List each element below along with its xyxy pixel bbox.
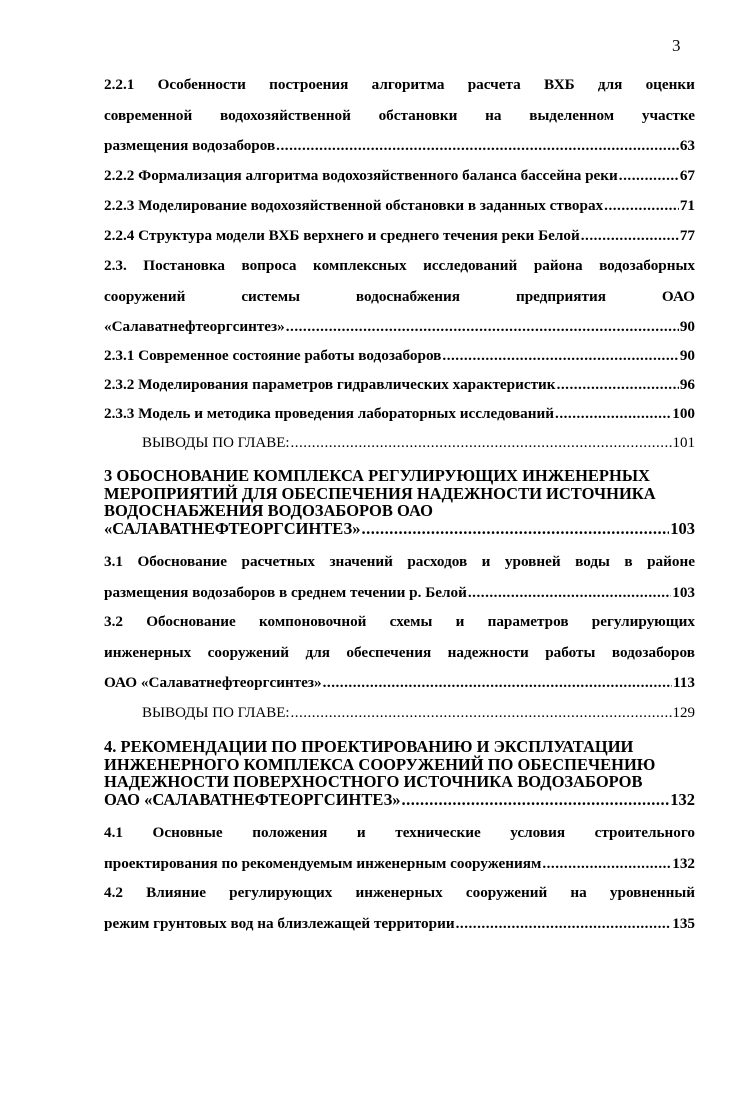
word: технические [395,824,481,841]
toc-page-number: 132 [670,789,695,809]
toc-line [104,909,695,940]
toc-line [104,282,695,313]
word: комплексных [313,257,407,274]
toc-page-number: 96 [679,376,695,393]
toc-line [104,578,695,609]
toc-entry-title: проектирования по рекомендуемым инженерным сооружениям [104,854,542,872]
leader-dots [468,578,671,609]
toc-page-number: 113 [673,674,695,691]
word: предприятия [515,287,606,305]
word: инженерных [355,884,443,901]
toc-page-number: 135 [672,914,695,932]
word: ОАО [661,287,695,305]
chapter-title-line: МЕРОПРИЯТИЙ ДЛЯ ОБЕСПЕЧЕНИЯ НАДЕЖНОСТИ ИСТОЧНИКА [104,483,656,503]
leader-dots [581,221,679,252]
leader-dots [555,399,671,430]
toc-page-number: 100 [672,405,695,422]
toc-entry-title: 2.2.3 Моделирование водохозяйственной обстановки в заданных створах [104,197,604,214]
word: для [597,76,623,93]
toc-line [104,791,695,809]
leader-dots [442,341,678,372]
word: обеспечения [346,643,432,661]
word: вопроса [241,257,297,274]
word: работы [545,643,596,661]
toc-entry-title: размещения водозаборов [104,137,276,154]
toc-entry-3-1[interactable] [104,547,695,608]
word: расчетных [241,553,315,570]
word: района [533,257,583,274]
word: условия [510,824,566,841]
word: Особенности [157,76,246,93]
word: Основные [152,824,223,841]
chapter-title-line: ИНЖЕНЕРНОГО КОМПЛЕКСА СООРУЖЕНИЙ ПО ОБЕСПЕЧЕНИЮ [104,754,656,774]
word: воды [575,553,610,570]
word: алгоритма [371,76,445,93]
toc-page-number: 77 [679,227,695,244]
word: регулирующих [229,884,333,901]
toc-page-number: 90 [679,347,695,364]
word: инженерных [104,643,192,661]
word: и [455,613,465,630]
word: современной [104,106,193,124]
word: и [481,553,491,570]
word: Постановка [143,257,225,274]
toc-line [104,547,695,578]
word: ВХБ [543,76,575,93]
leader-dots [323,668,672,699]
toc-line [104,520,695,538]
word: строительного [594,824,695,841]
toc-entry-3-2[interactable] [104,607,695,699]
toc-entry-chapter-2-conclusions[interactable] [142,428,695,459]
word: Влияние [146,884,207,901]
toc-line [104,221,695,252]
word: Обоснование [146,613,236,630]
toc-entry-title: ВЫВОДЫ ПО ГЛАВЕ: [142,435,290,451]
word: на [485,106,502,124]
word: надежности [447,643,529,661]
toc-page-number: 90 [679,318,695,335]
toc-entry-title: 2.3.1 Современное состояние работы водозаборов [104,347,442,364]
leader-dots [542,849,671,880]
toc-entry-2-3-2[interactable] [104,370,695,401]
chapter-title-line: НАДЕЖНОСТИ ПОВЕРХНОСТНОГО ИСТОЧНИКА ВОДОЗАБОРОВ [104,772,643,791]
toc-entry-2-3[interactable] [104,251,695,343]
toc-line [104,131,695,162]
word: водоснабжения [355,287,460,305]
word: исследований [423,257,518,274]
toc-page-number: 103 [670,518,695,538]
word: обстановки [378,106,458,124]
word: уровненный [609,884,695,901]
leader-dots [456,909,672,940]
toc-entry-title: размещения водозаборов в среднем течении р. Белой [104,583,467,601]
toc-page-number: 132 [672,854,695,872]
toc-line [104,251,695,282]
toc-line [142,698,695,729]
toc-entry-2-3-1[interactable] [104,341,695,372]
toc-line [104,370,695,401]
toc-line [104,638,695,669]
toc-line [104,849,695,880]
toc-page-number: 67 [679,167,695,184]
word: районе [647,553,695,570]
toc-entry-chapter-3-conclusions[interactable] [142,698,695,729]
toc-entry-4-2[interactable] [104,878,695,939]
word: и [356,824,366,841]
leader-dots [291,428,672,458]
toc-line [104,818,695,849]
word: для [305,643,330,661]
word: системы [241,287,300,305]
word: 2.2.1 [104,76,135,93]
leader-dots [619,161,679,192]
word: параметров [487,613,569,630]
toc-line [104,878,695,909]
toc-page-number: 101 [672,435,695,451]
toc-line [104,161,695,192]
word: 4.1 [104,824,123,841]
word: 4.2 [104,884,123,901]
word: оценки [645,76,695,93]
word: сооружений [465,884,548,901]
chapter-title-line: ОАО «САЛАВАТНЕФТЕОРГСИНТЕЗ» [104,789,401,809]
toc-line [104,312,695,343]
toc-line [104,607,695,638]
word: сооружений [207,643,290,661]
toc-entry-2-2-3[interactable] [104,191,695,222]
leader-dots [402,791,670,809]
word: 2.3. [104,257,127,274]
word: выделенном [529,106,615,124]
toc-entry-title: ОАО «Салаватнефтеоргсинтез» [104,674,322,691]
word: Обоснование [137,553,228,570]
toc-entry-title: 2.3.3 Модель и методика проведения лабораторных исследований [104,405,555,422]
toc-entry-title: режим грунтовых вод на близлежащей территории [104,914,455,932]
word: построения [269,76,349,93]
toc-entry-title: 2.2.2 Формализация алгоритма водохозяйственного баланса бассейна реки [104,167,618,184]
word: регулирующих [591,613,695,630]
toc-entry-2-2-4[interactable] [104,221,695,252]
toc-entry-2-3-3[interactable] [104,399,695,430]
toc-page-number: 63 [679,137,695,154]
word: положения [252,824,328,841]
word: в [624,553,633,570]
toc-chapter-4[interactable] [104,738,695,808]
toc-chapter-3[interactable] [104,467,695,537]
toc-line [104,668,695,699]
word: схемы [389,613,433,630]
chapter-title-line: 4. РЕКОМЕНДАЦИИ ПО ПРОЕКТИРОВАНИЮ И ЭКСПЛУАТАЦИИ [104,737,634,756]
leader-dots [291,698,672,728]
word: 3.1 [104,553,123,570]
leader-dots [604,191,679,222]
chapter-title-line: 3 ОБОСНОВАНИЕ КОМПЛЕКСА РЕГУЛИРУЮЩИХ ИНЖЕНЕРНЫХ [104,466,650,485]
word: расчета [467,76,521,93]
toc-entry-title: 2.2.4 Структура модели ВХБ верхнего и среднего течения реки Белой [104,227,580,244]
word: водохозяйственной [220,106,351,124]
toc-page-number: 103 [672,583,695,601]
word: значений [329,553,393,570]
toc-line [104,191,695,222]
toc-page-number: 71 [679,197,695,214]
toc-entry-2-2-1[interactable] [104,70,695,162]
word: на [570,884,587,901]
word: участке [641,106,695,124]
word: сооружений [104,287,186,305]
toc-line [104,399,695,430]
toc-entry-title: 2.3.2 Моделирования параметров гидравлических характеристик [104,376,556,393]
toc-entry-title: «Салаватнефтеоргсинтез» [104,318,285,335]
leader-dots [286,312,679,343]
leader-dots [276,131,679,162]
chapter-title-line: ВОДОСНАБЖЕНИЯ ВОДОЗАБОРОВ ОАО [104,501,433,520]
toc-line [104,70,695,101]
word: расходов [407,553,468,570]
toc-entry-2-2-2[interactable] [104,161,695,192]
word: уровней [504,553,561,570]
toc-line [104,101,695,132]
toc-line [104,341,695,372]
toc-entry-title: ВЫВОДЫ ПО ГЛАВЕ: [142,705,290,721]
word: компоновочной [258,613,367,630]
toc-line [142,428,695,459]
chapter-title-line: «САЛАВАТНЕФТЕОРГСИНТЕЗ» [104,518,361,538]
leader-dots [557,370,679,401]
word: 3.2 [104,613,123,630]
toc-page-number: 129 [672,705,695,721]
page-number: 3 [672,36,681,55]
toc-entry-4-1[interactable] [104,818,695,879]
leader-dots [361,520,669,538]
word: водозаборов [611,643,695,661]
word: водозаборных [599,257,695,274]
